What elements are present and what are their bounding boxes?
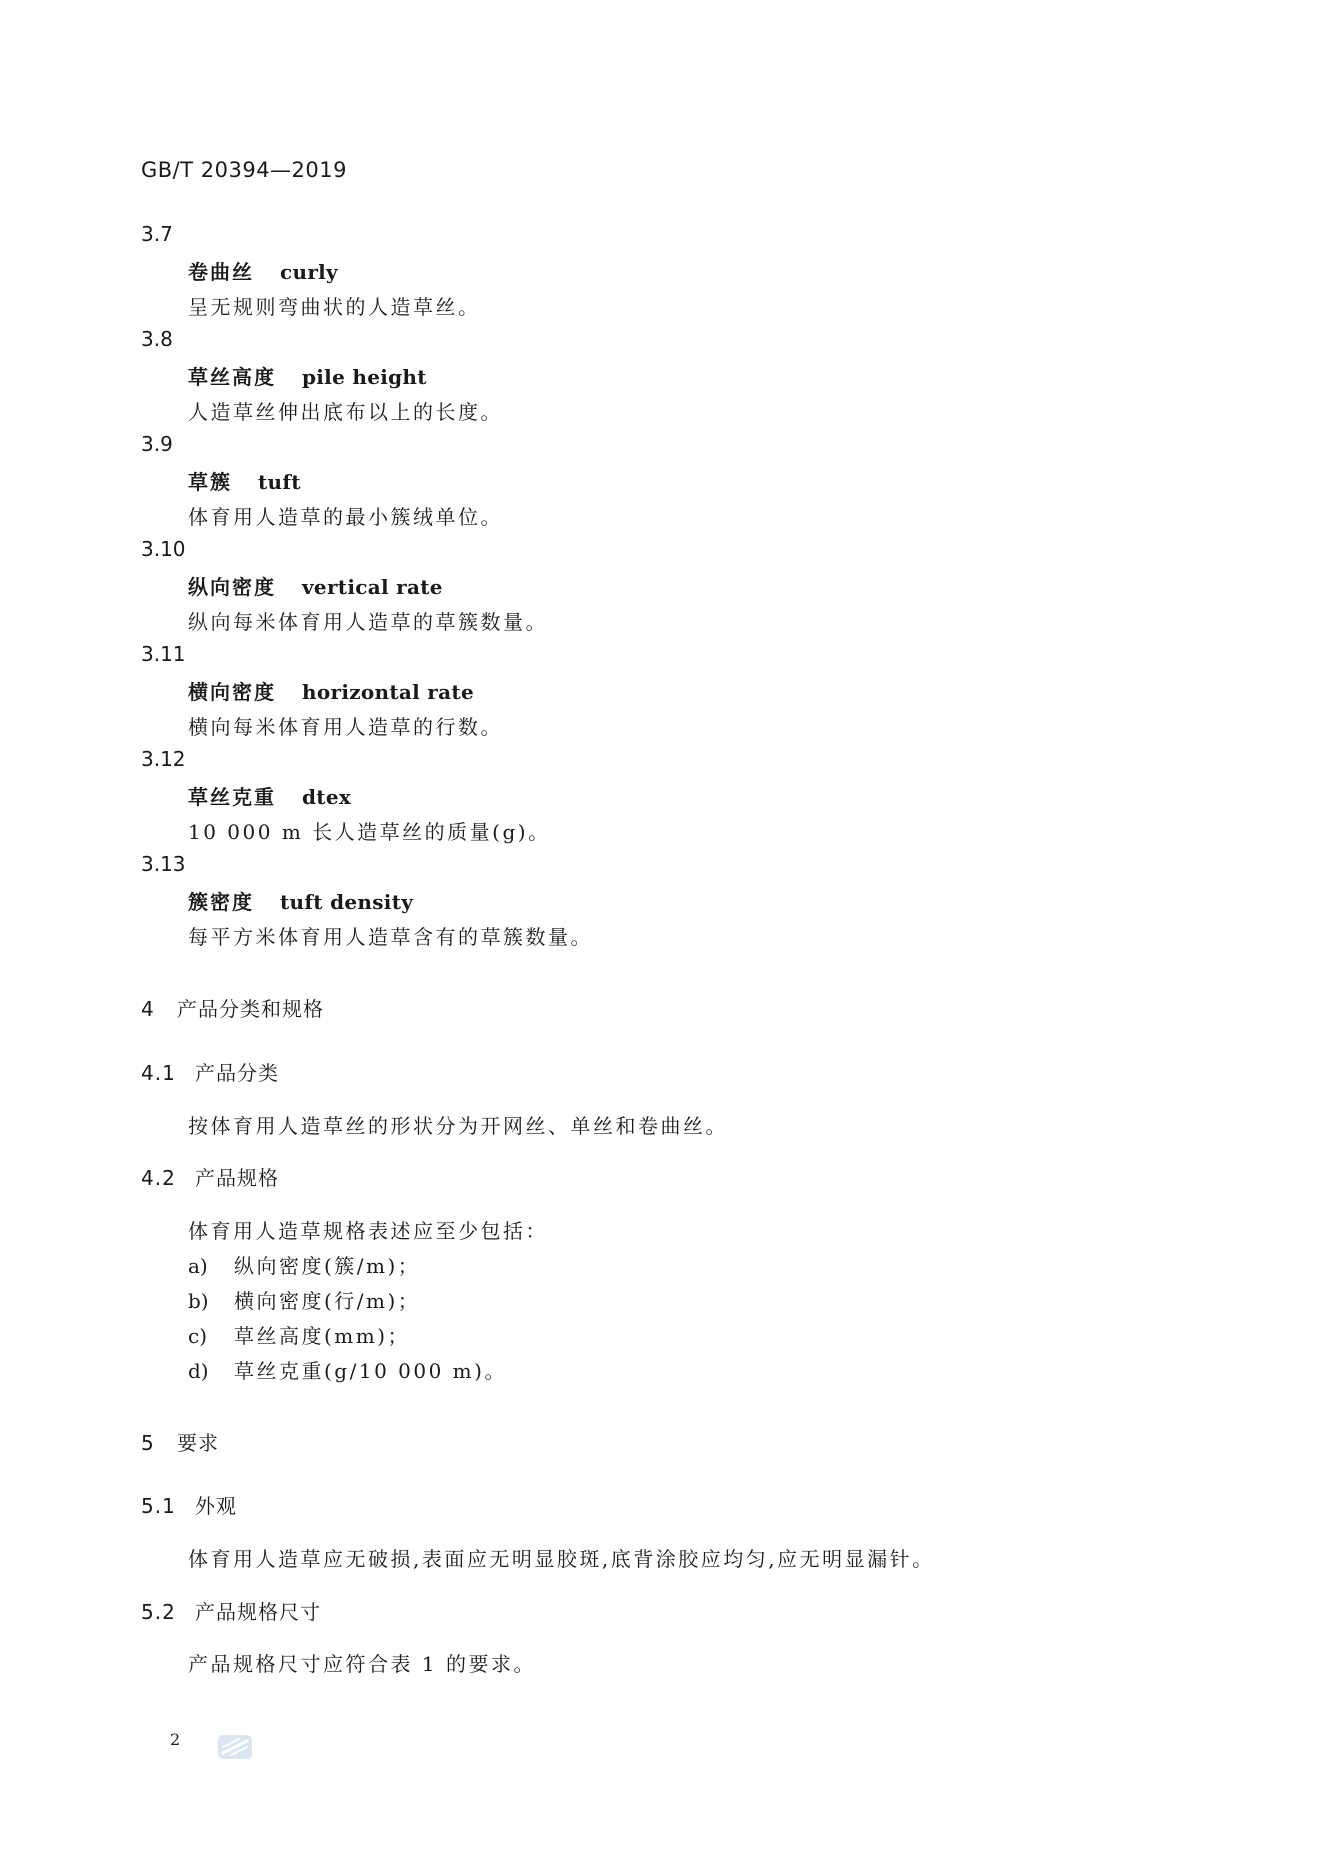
term-zh: 横向密度 <box>188 680 276 704</box>
subsection-number: 5.1 <box>141 1494 176 1518</box>
paragraph: 体育用人造草应无破损,表面应无明显胶斑,底背涂胶应均匀,应无明显漏针。 <box>188 1547 935 1571</box>
list-item <box>188 1320 410 1349</box>
term-zh: 草丝高度 <box>188 365 276 389</box>
term-definition: 人造草丝伸出底布以上的长度。 <box>188 400 503 424</box>
term-definition: 纵向每米体育用人造草的草簇数量。 <box>188 610 548 634</box>
term-definition: 每平方米体育用人造草含有的草簇数量。 <box>188 925 593 949</box>
paragraph: 产品规格尺寸应符合表 1 的要求。 <box>188 1652 536 1676</box>
section-number: 5 <box>141 1431 155 1455</box>
term-number: 3.11 <box>141 642 186 666</box>
term-en: vertical rate <box>302 575 443 599</box>
section-heading: 产品分类和规格 <box>177 997 324 1021</box>
list-item <box>188 1250 420 1279</box>
page-number: 2 <box>170 1730 181 1749</box>
term-number: 3.13 <box>141 852 186 876</box>
sac-logo-icon <box>217 1732 253 1762</box>
subsection-number: 4.2 <box>141 1166 176 1190</box>
list-marker: b) <box>188 1289 209 1313</box>
subsection-title <box>141 1596 321 1625</box>
term-title <box>188 571 443 600</box>
subsection-heading: 产品分类 <box>195 1061 279 1085</box>
term-definition: 10 000 m 长人造草丝的质量(g)。 <box>188 820 551 844</box>
list-text: 横向密度(行/m)； <box>234 1289 421 1313</box>
term-en: dtex <box>302 785 352 809</box>
term-zh: 簇密度 <box>188 890 254 914</box>
list-text: 草丝克重(g/10 000 m)。 <box>234 1359 507 1383</box>
subsection-title <box>141 1057 279 1086</box>
list-text: 纵向密度(簇/m)； <box>234 1254 421 1278</box>
term-definition: 体育用人造草的最小簇绒单位。 <box>188 505 503 529</box>
term-number: 3.10 <box>141 537 186 561</box>
section-heading: 要求 <box>177 1431 219 1455</box>
list-marker: d) <box>188 1359 209 1383</box>
term-zh: 草簇 <box>188 470 232 494</box>
term-definition: 横向每米体育用人造草的行数。 <box>188 715 503 739</box>
term-zh: 草丝克重 <box>188 785 276 809</box>
term-title <box>188 256 338 285</box>
list-marker: c) <box>188 1324 208 1348</box>
subsection-title <box>141 1490 237 1519</box>
subsection-number: 5.2 <box>141 1600 176 1624</box>
section-title <box>141 993 324 1022</box>
term-zh: 卷曲丝 <box>188 260 254 284</box>
subsection-number: 4.1 <box>141 1061 176 1085</box>
subsection-heading: 产品规格 <box>195 1166 279 1190</box>
term-number: 3.9 <box>141 432 173 456</box>
subsection-heading: 产品规格尺寸 <box>195 1600 321 1624</box>
subsection-title <box>141 1162 279 1191</box>
list-item <box>188 1285 420 1314</box>
term-number: 3.8 <box>141 327 173 351</box>
paragraph: 按体育用人造草丝的形状分为开网丝、单丝和卷曲丝。 <box>188 1114 728 1138</box>
term-title <box>188 886 413 915</box>
term-number: 3.7 <box>141 222 173 246</box>
term-title <box>188 361 427 390</box>
term-en: pile height <box>302 365 427 389</box>
standard-number-header: GB/T 20394—2019 <box>141 158 348 182</box>
subsection-heading: 外观 <box>195 1494 237 1518</box>
list-text: 草丝高度(mm)； <box>234 1324 411 1348</box>
term-definition: 呈无规则弯曲状的人造草丝。 <box>188 295 481 319</box>
paragraph: 体育用人造草规格表述应至少包括： <box>188 1219 548 1243</box>
term-title <box>188 781 351 810</box>
term-en: curly <box>280 260 338 284</box>
term-en: tuft <box>258 470 301 494</box>
term-number: 3.12 <box>141 747 186 771</box>
term-en: horizontal rate <box>302 680 474 704</box>
section-number: 4 <box>141 997 155 1021</box>
term-title <box>188 676 474 705</box>
term-en: tuft density <box>280 890 414 914</box>
term-zh: 纵向密度 <box>188 575 276 599</box>
term-title <box>188 466 301 495</box>
list-item <box>188 1355 507 1384</box>
list-marker: a) <box>188 1254 208 1278</box>
section-title <box>141 1427 219 1456</box>
